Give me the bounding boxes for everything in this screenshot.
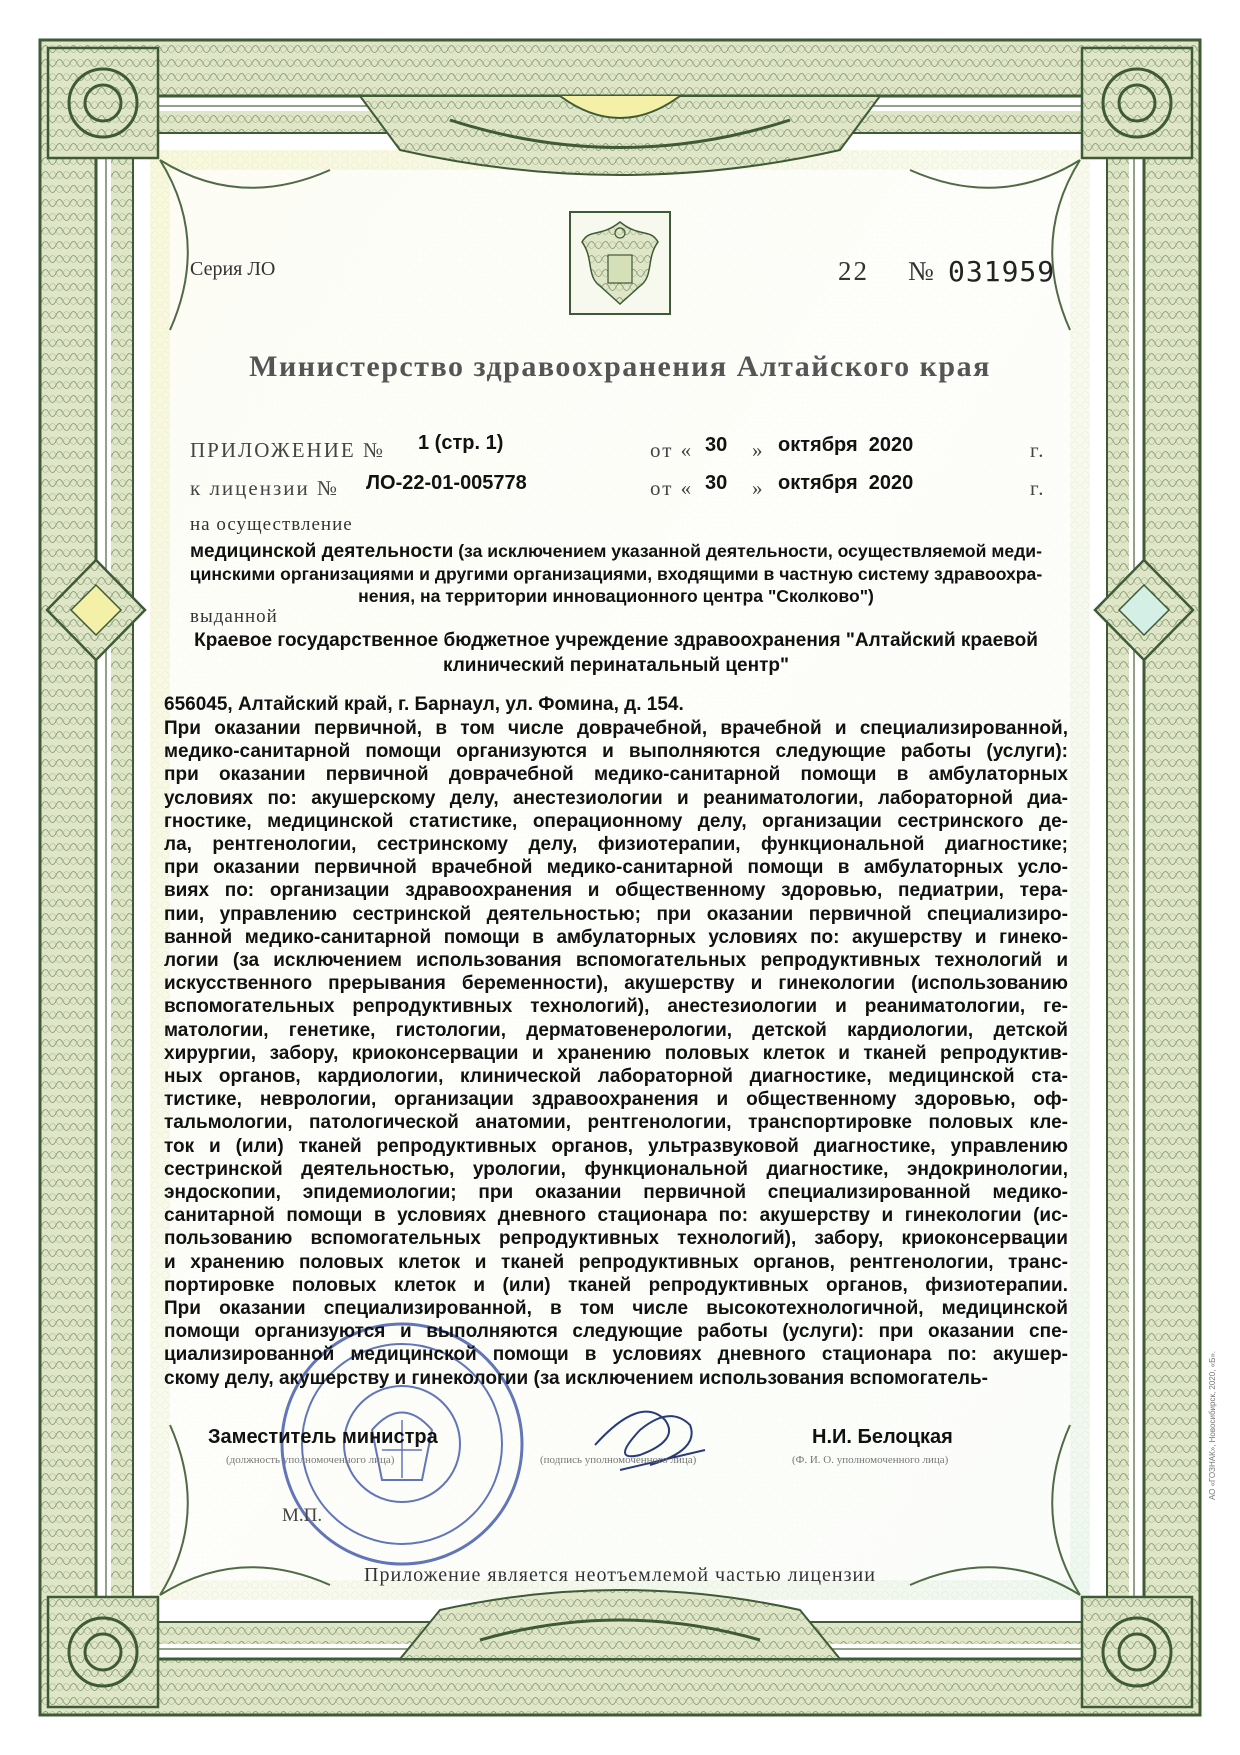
appendix-year-suffix: г. (1030, 438, 1046, 462)
services-line: ных органов, кардиологии, клинической лабораторной диагностике, медицинской ста- (164, 1066, 1068, 1088)
services-line: тальмологии, патологической анатомии, рентгенологии, транспортировке половых кле- (164, 1112, 1068, 1134)
license-date-mid: » (752, 476, 765, 500)
services-line: матологии, генетике, гистологии, дерматовенерологии, детской кардиологии, детской (164, 1019, 1068, 1041)
appendix-label: ПРИЛОЖЕНИЕ № (190, 438, 385, 462)
services-line: скому делу, акушерству и гинекологии (за исключением использования вспомогатель- (164, 1367, 988, 1389)
issued-block (164, 628, 1068, 678)
services-line: при оказании первичной доврачебной медико-санитарной помощи в амбулаторных (164, 764, 1068, 786)
services-line: и хранению половых клеток и тканей репродуктивных органов, рентгенологии, транс- (164, 1251, 1068, 1273)
organization-line-2: клинический перинатальный центр" (442, 655, 789, 676)
name-caption: (Ф. И. О. уполномоченного лица) (792, 1454, 949, 1466)
appendix-month-year: октября 2020 (778, 434, 914, 456)
services-line: виях по: организации здравоохранения и общественному здоровью, педиатрии, тера- (164, 880, 1068, 902)
appendix-value: 1 (стр. 1) (418, 432, 504, 454)
appendix-day: 30 (705, 434, 728, 456)
services-line: искусственного прерывания беременности), акушерству и гинекологии (использованию (164, 973, 1068, 995)
services-line: при оказании первичной врачебной медико-санитарной помощи в амбулаторных усло- (164, 857, 1068, 879)
signatory-position: Заместитель министра (208, 1426, 438, 1448)
services-line: ла, рентгенологии, сестринскому делу, физиотерапии, функциональной диагностике; (164, 834, 1068, 856)
region-code: 22 (838, 256, 869, 286)
series-label: Серия ЛО (190, 258, 276, 280)
signatory-name: Н.И. Белоцкая (812, 1426, 953, 1448)
services-line: портировке половых клеток и (или) тканей репродуктивных органов, физиотерапии. (164, 1274, 1068, 1296)
printer-imprint: АО «ГОЗНАК», Новосибирск, 2020, «Б». (1208, 1350, 1217, 1500)
activity-name: медицинской деятельности (190, 541, 454, 562)
license-date-prefix: от « (650, 476, 694, 500)
services-line: циализированной медицинской помощи в условиях дневного стационара по: акушер- (164, 1344, 1068, 1366)
services-line: помощи организуются и выполняются следующие работы (услуги): при оказании спе- (164, 1321, 1068, 1343)
organization-address: 656045, Алтайский край, г. Барнаул, ул. Фомина, д. 154. (164, 694, 684, 715)
services-line: медико-санитарной помощи организуются и выполняются следующие работы (услуги): (164, 741, 1068, 763)
services-line: тистике, неврологии, организации здравоохранения и общественному здоровью, оф- (164, 1089, 1068, 1111)
coat-of-arms-emblem (570, 212, 670, 314)
services-line: сестринской деятельностью, урологии, функциональной диагностике, эндокринологии, (164, 1158, 1068, 1180)
activity-label: на осуществление (190, 514, 353, 535)
license-label: к лицензии № (190, 476, 340, 500)
license-month-year: октября 2020 (778, 472, 914, 494)
services-line: хирургии, забору, криоконсервации и хранению половых клеток и тканей репродуктив- (164, 1042, 1068, 1064)
license-year-suffix: г. (1030, 476, 1046, 500)
footer-note: Приложение является неотъемлемой частью лицензии (364, 1564, 876, 1586)
activity-line-3: нения, на территории инновационного центра "Сколково") (358, 586, 874, 606)
issued-label: выданной (190, 606, 278, 627)
services-line: вспомогательных репродуктивных технологий), анестезиологии и реаниматологии, ге- (164, 996, 1068, 1018)
activity-block (164, 540, 1068, 607)
organization-line-1: Краевое государственное бюджетное учреждение здравоохранения "Алтайский краевой (194, 630, 1038, 651)
position-caption: (должность уполномоченного лица) (226, 1454, 395, 1466)
services-line: условиях по: акушерскому делу, анестезиологии и реаниматологии, лабораторной диа- (164, 787, 1068, 809)
form-number: 031959 (948, 255, 1056, 288)
appendix-date-prefix: от « (650, 438, 694, 462)
activity-line-1: (за исключением указанной деятельности, осуществляемой меди- (458, 541, 1042, 561)
number-sign: № (908, 256, 934, 286)
signature-caption: (подпись уполномоченного лица) (540, 1454, 697, 1466)
activity-line-2: цинскими организациями и другими организациями, входящими в частную систему здравоохра- (189, 564, 1043, 584)
services-line: логии (за исключением использования вспомогательных репродуктивных технологий и (164, 950, 1068, 972)
license-day: 30 (705, 472, 728, 494)
services-line: ванной медико-санитарной помощи в амбулаторных условиях по: акушерству и гинеко- (164, 926, 1068, 948)
services-line: пользованию вспомогательных репродуктивных технологий), забору, криоконсервации (164, 1228, 1068, 1250)
services-line: гностике, медицинской статистике, операционному делу, организации сестринского де- (164, 810, 1068, 832)
services-line: пии, управлению сестринской деятельностью; при оказании первичной специализиро- (164, 903, 1068, 925)
appendix-date-mid: » (752, 438, 765, 462)
license-number: ЛО-22-01-005778 (366, 472, 527, 494)
services-line: ток и (или) тканей репродуктивных органов, ультразвуковой диагностике, управлению (164, 1135, 1068, 1157)
ministry-title: Министерство здравоохранения Алтайского края (249, 350, 991, 383)
services-line: эндоскопии, эпидемиологии; при оказании первичной специализированной медико- (164, 1182, 1068, 1204)
services-line: санитарной помощи в условиях дневного стационара по: акушерству и гинекологии (ис- (164, 1205, 1068, 1227)
seal-place-label: М.П. (282, 1505, 323, 1526)
services-line: При оказании первичной, в том числе доврачебной, врачебной и специализированной, (164, 718, 1068, 739)
services-text (164, 717, 1068, 1390)
services-line: При оказании специализированной, в том числе высокотехнологичной, медицинской (164, 1298, 1068, 1320)
